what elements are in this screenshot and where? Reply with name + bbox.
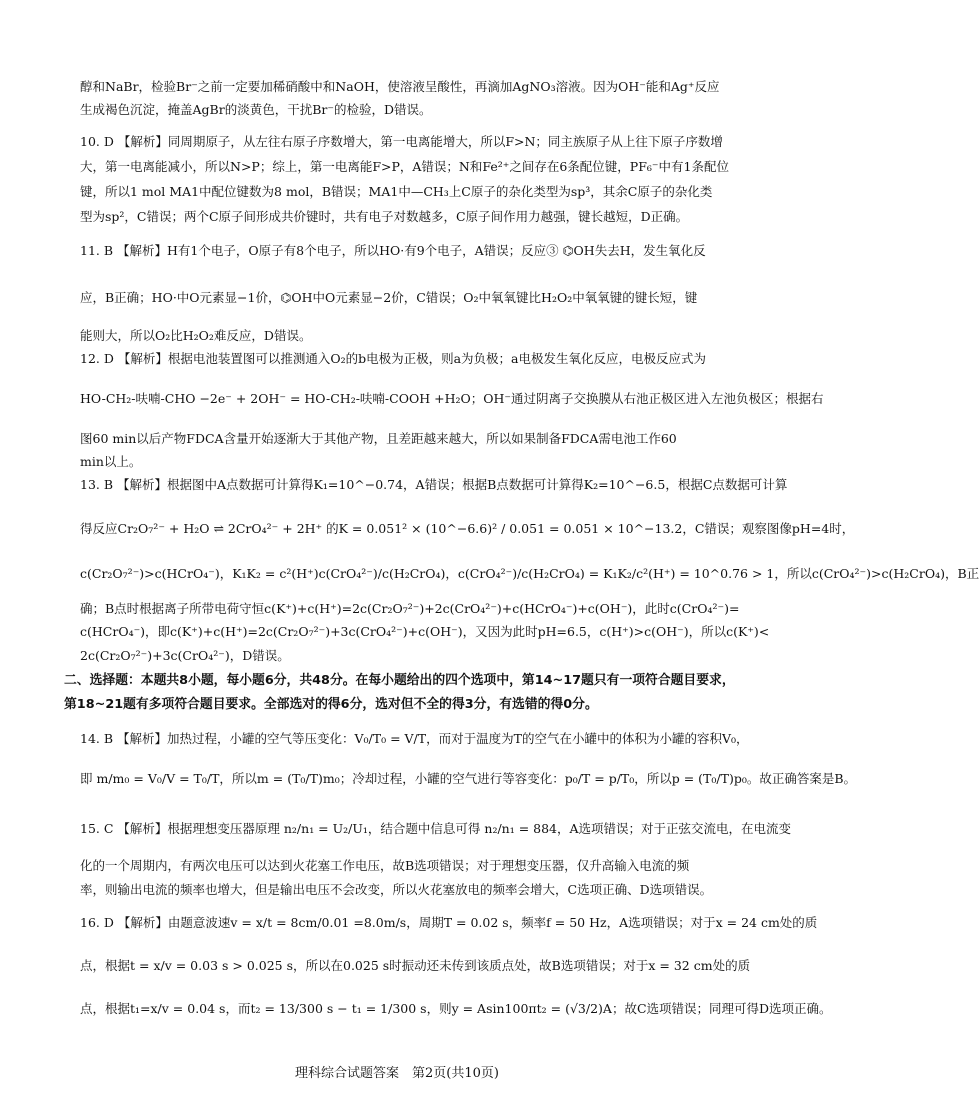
text-line: 即 m/m₀ = V₀/V = T₀/T，所以m = (T₀/T)m₀；冷却过程，小罐的空气进行等容变化：p₀/T = p/T₀，所以p = (T₀/T)p₀。故正确答案是B。 [80, 771, 857, 786]
text-line: min以上。 [80, 454, 142, 469]
text-line-q15: 15. C 【解析】根据理想变压器原理 n₂/n₁ = U₂/U₁，结合题中信息可得 n₂/n₁ = 884，A选项错误；对于正弦交流电，在电流变 [80, 821, 792, 836]
text-line-q14: 14. B 【解析】加热过程，小罐的空气等压变化：V₀/T₀ = V/T，而对于温度为T的空气在小罐中的体积为小罐的容积V₀， [80, 731, 749, 746]
text-line: HO-CH₂-呋喃-CHO −2e⁻ + 2OH⁻ = HO-CH₂-呋喃-COOH +H₂O；OH⁻通过阴离子交换膜从右池正极区进入左池负极区；根据右 [80, 391, 824, 406]
text-line-q16: 16. D 【解析】由题意波速v = x/t = 8cm/0.01 =8.0m/s，周期T = 0.02 s，频率f = 50 Hz，A选项错误；对于x = 24 cm处的质 [80, 915, 818, 930]
text-line: 图60 min以后产物FDCA含量开始逐渐大于其他产物，且差距越来越大，所以如果制备FDCA需电池工作60 [80, 431, 677, 446]
text-line: c(HCrO₄⁻)，即c(K⁺)+c(H⁺)=2c(Cr₂O₇²⁻)+3c(CrO₄²⁻)+c(OH⁻)，又因为此时pH=6.5，c(H⁺)>c(OH⁻)，所以c(K⁺)< [80, 624, 770, 639]
text-line: 2c(Cr₂O₇²⁻)+3c(CrO₄²⁻)，D错误。 [80, 648, 290, 663]
text-line: 醇和NaBr，检验Br⁻之前一定要加稀硝酸中和NaOH，使溶液呈酸性，再滴加AgNO₃溶液。因为OH⁻能和Ag⁺反应 [80, 79, 720, 94]
text-line: 化的一个周期内，有两次电压可以达到火花塞工作电压，故B选项错误；对于理想变压器，仅升高输入电流的频 [80, 858, 690, 873]
text-line: 生成褐色沉淀，掩盖AgBr的淡黄色，干扰Br⁻的检验，D错误。 [80, 102, 432, 117]
text-line-q10: 10. D 【解析】同周期原子，从左往右原子序数增大，第一电离能增大，所以F>N；同主族原子从上往下原子序数增 [80, 134, 723, 149]
text-line: c(Cr₂O₇²⁻)>c(HCrO₄⁻)，K₁K₂ = c²(H⁺)c(CrO₄²⁻)/c(H₂CrO₄)，c(CrO₄²⁻)/c(H₂CrO₄) = K₁K₂/c²(H⁺) = 10^0.76 > 1，所以c(CrO₄²⁻)>c(H₂CrO₄)，B正 [80, 566, 979, 581]
section-heading: 二、选择题：本题共8小题，每小题6分，共48分。在每小题给出的四个选项中，第14~17题只有一项符合题目要求， [64, 673, 735, 688]
section-heading: 第18~21题有多项符合题目要求。全部选对的得6分，选对但不全的得3分，有选错的得0分。 [64, 697, 598, 712]
text-line-q12: 12. D 【解析】根据电池装置图可以推测通入O₂的b电极为正极，则a为负极；a电极发生氧化反应，电极反应式为 [80, 351, 707, 366]
text-line: 能则大，所以O₂比H₂O₂难反应，D错误。 [80, 328, 312, 343]
text-line-q11: 11. B 【解析】H有1个电子，O原子有8个电子，所以HO·有9个电子，A错误；反应③ ⌬OH失去H，发生氧化反 [80, 243, 706, 258]
text-line: 型为sp²，C错误；两个C原子间形成共价键时，共有电子对数越多，C原子间作用力越强，键长越短，D正确。 [80, 209, 689, 224]
text-line: 键，所以1 mol MA1中配位键数为8 mol，B错误；MA1中—CH₃上C原子的杂化类型为sp³，其余C原子的杂化类 [80, 184, 713, 199]
page-footer: 理科综合试题答案 第2页(共10页) [295, 1066, 499, 1081]
text-line: 点，根据t₁=x/v = 0.04 s，而t₂ = 13/300 s − t₁ = 1/300 s，则y = Asin100πt₂ = (√3/2)A；故C选项错误；同理可得D选项正确。 [80, 1001, 832, 1016]
text-line-q13: 13. B 【解析】根据图中A点数据可计算得K₁=10^−0.74，A错误；根据B点数据可计算得K₂=10^−6.5，根据C点数据可计算 [80, 477, 788, 492]
text-line: 应，B正确；HO·中O元素显−1价，⌬OH中O元素显−2价，C错误；O₂中氧氧键比H₂O₂中氧氧键的键长短，键 [80, 290, 698, 305]
text-line: 得反应Cr₂O₇²⁻ + H₂O ⇌ 2CrO₄²⁻ + 2H⁺ 的K = 0.051² × (10^−6.6)² / 0.051 = 0.051 × 10^−13.2，C错误；观察图像pH=4时， [80, 521, 855, 536]
text-line: 率，则输出电流的频率也增大，但是输出电压不会改变，所以火花塞放电的频率会增大，C选项正确、D选项错误。 [80, 882, 713, 897]
text-line: 大，第一电离能减小，所以N>P；综上，第一电离能F>P，A错误；N和Fe²⁺之间存在6条配位键，PF₆⁻中有1条配位 [80, 159, 729, 174]
text-line: 确；B点时根据离子所带电荷守恒c(K⁺)+c(H⁺)=2c(Cr₂O₇²⁻)+2c(CrO₄²⁻)+c(HCrO₄⁻)+c(OH⁻)，此时c(CrO₄²⁻)= [80, 601, 740, 616]
text-line: 点，根据t = x/v = 0.03 s > 0.025 s，所以在0.025 s时振动还未传到该质点处，故B选项错误；对于x = 32 cm处的质 [80, 958, 751, 973]
